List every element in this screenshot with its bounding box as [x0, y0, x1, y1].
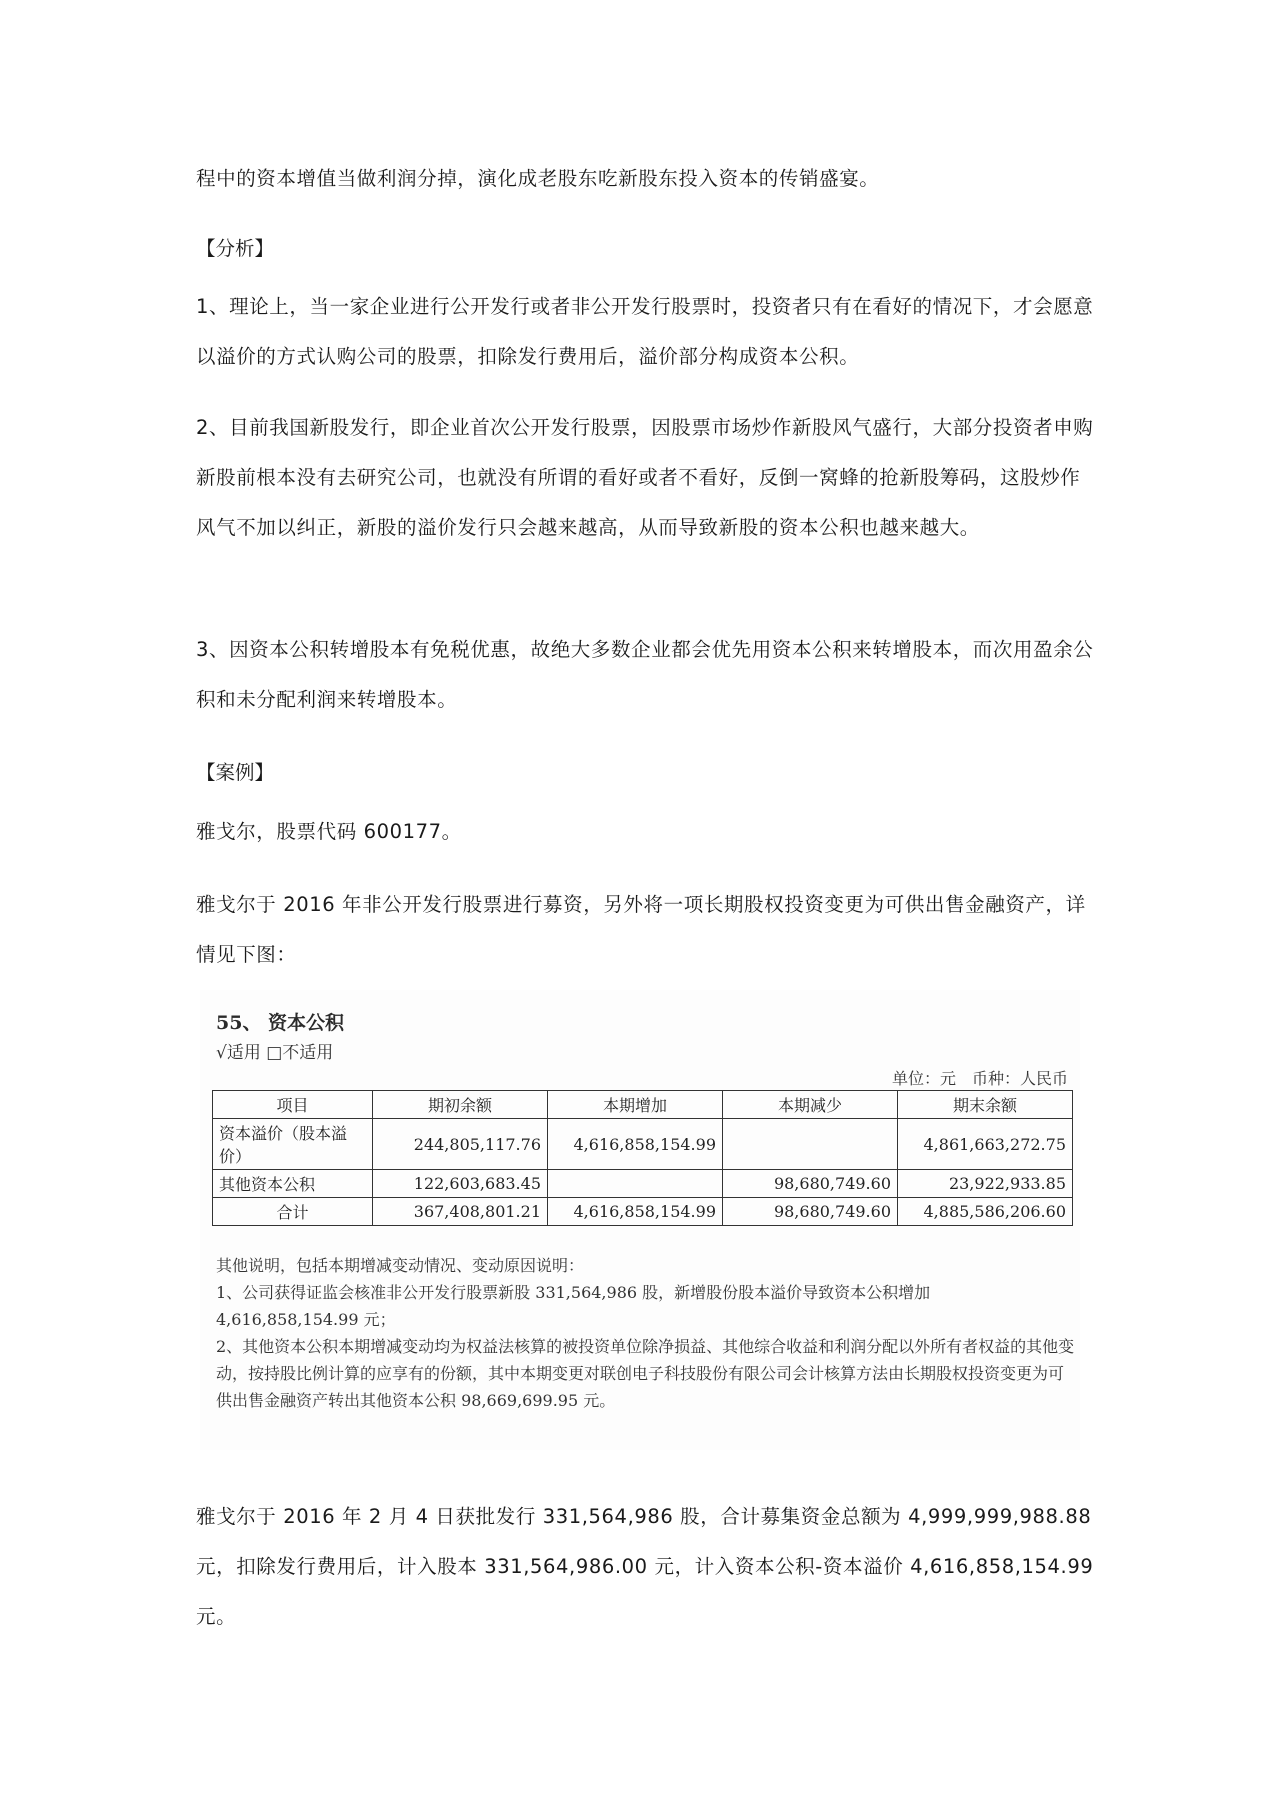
header-decrease: 本期减少	[723, 1091, 898, 1119]
table-row	[213, 1170, 1073, 1198]
paragraph-analysis-2: 2、目前我国新股发行，即企业首次公开发行股票，因股票市场炒作新股风气盛行，大部分投资者申购新股前根本没有去研究公司，也就没有所谓的看好或者不看好，反倒一窝蜂的抢新股筹码，这股炒作风气不加以纠正，新股的溢价发行只会越来越高，从而导致新股的资本公积也越来越大。	[196, 416, 1094, 539]
row-label: 资本溢价（股本溢价）	[213, 1119, 373, 1170]
cell-increase: 4,616,858,154.99	[548, 1119, 723, 1170]
paragraph-case-intro: 雅戈尔于 2016 年非公开发行股票进行募资，另外将一项长期股权投资变更为可供出售金融资产，详情见下图：	[196, 893, 1086, 966]
row-label: 其他资本公积	[213, 1170, 373, 1198]
case-heading: 【案例】	[196, 761, 275, 784]
cell-decrease: 98,680,749.60	[723, 1170, 898, 1198]
row-label: 合计	[213, 1198, 373, 1226]
table-header-row	[213, 1091, 1073, 1119]
note-1: 1、公司获得证监会核准非公开发行股票新股 331,564,986 股，新增股份股本溢价导致资本公积增加 4,616,858,154.99 元；	[216, 1283, 931, 1329]
notes-heading: 其他说明，包括本期增减变动情况、变动原因说明：	[216, 1256, 585, 1275]
cell-closing: 23,922,933.85	[898, 1170, 1073, 1198]
table-row	[213, 1119, 1073, 1170]
paragraph-analysis-3: 3、因资本公积转增股本有免税优惠，故绝大多数企业都会优先用资本公积来转增股本，而次用盈余公积和未分配利润来转增股本。	[196, 638, 1094, 711]
cell-decrease	[723, 1119, 898, 1170]
note-2: 2、其他资本公积本期增减变动均为权益法核算的被投资单位除净损益、其他综合收益和利润分配以外所有者权益的其他变动，按持股比例计算的应享有的份额，其中本期变更对联创电子科技股份有限公司会计核算方法由长期股权投资变更为可供出售金融资产转出其他资本公积 98,669,699.95 元。	[216, 1337, 1075, 1410]
cell-closing: 4,861,663,272.75	[898, 1119, 1073, 1170]
cell-closing: 4,885,586,206.60	[898, 1198, 1073, 1226]
table-row	[213, 1198, 1073, 1226]
cell-increase: 4,616,858,154.99	[548, 1198, 723, 1226]
unit-note: 单位：元 币种：人民币	[891, 1069, 1068, 1088]
header-item: 项目	[213, 1091, 373, 1119]
figure-notes	[216, 1252, 1076, 1414]
capital-reserve-table	[212, 1090, 1073, 1226]
cell-increase	[548, 1170, 723, 1198]
header-increase: 本期增加	[548, 1091, 723, 1119]
cell-opening: 122,603,683.45	[373, 1170, 548, 1198]
paragraph-intro: 程中的资本增值当做利润分掉，演化成老股东吃新股东投入资本的传销盛宴。	[196, 167, 880, 190]
paragraph-case-summary: 雅戈尔于 2016 年 2 月 4 日获批发行 331,564,986 股，合计募集资金总额为 4,999,999,988.88 元，扣除发行费用后，计入股本 331,564,986.00 元，计入资本公积-资本溢价 4,616,858,154.99 元。	[196, 1505, 1094, 1628]
paragraph-case-stock: 雅戈尔，股票代码 600177。	[196, 820, 462, 843]
paragraph-analysis-1: 1、理论上，当一家企业进行公开发行或者非公开发行股票时，投资者只有在看好的情况下，才会愿意以溢价的方式认购公司的股票，扣除发行费用后，溢价部分构成资本公积。	[196, 295, 1094, 368]
cell-decrease: 98,680,749.60	[723, 1198, 898, 1226]
cell-opening: 244,805,117.76	[373, 1119, 548, 1170]
header-opening: 期初余额	[373, 1091, 548, 1119]
capital-reserve-figure	[200, 990, 1080, 1450]
applicability-note: √适用 □不适用	[216, 1043, 334, 1063]
analysis-heading: 【分析】	[196, 237, 275, 260]
cell-opening: 367,408,801.21	[373, 1198, 548, 1226]
header-closing: 期末余额	[898, 1091, 1073, 1119]
figure-title: 55、 资本公积	[216, 1012, 345, 1034]
